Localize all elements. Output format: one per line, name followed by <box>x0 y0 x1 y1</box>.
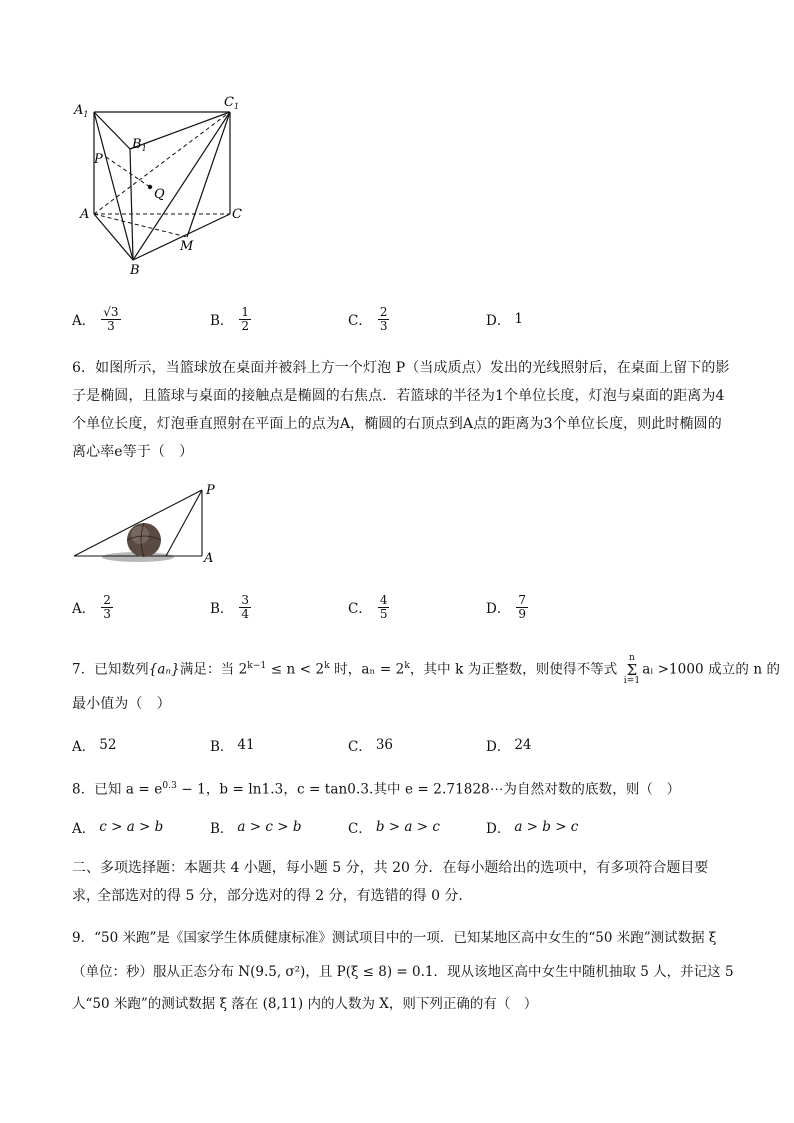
prism-figure <box>70 92 250 282</box>
q8-option-c[interactable]: C． b > a > c <box>348 819 440 837</box>
label-Q: Q <box>154 187 165 202</box>
label-B: B <box>130 263 140 278</box>
q6-option-d[interactable]: D． $\frac{7}{9}$ <box>486 592 526 621</box>
q8-option-a[interactable]: A． c > a > b <box>72 819 164 837</box>
q7-option-a[interactable]: A． 52 <box>72 737 117 755</box>
q6-option-a[interactable]: A． $\frac{2}{3}$ <box>72 592 111 621</box>
label-P-fig2: P <box>206 483 215 498</box>
q8-option-d[interactable]: D． a > b > c <box>486 819 579 837</box>
q9-text-line3: 人“50 米跑”的测试数据 ξ 落在 (8,11) 内的人数为 X，则下列正确的有（ ） <box>72 996 538 1012</box>
label-A1: $A_1$ <box>74 103 89 119</box>
q5-option-d[interactable]: D． 1 <box>486 311 523 329</box>
q6-text: 6．如图所示，当篮球放在桌面并被斜上方一个灯泡 P（当成质点）发出的光线照射后，在桌面上留下的影子是椭圆，且篮球与桌面的接触点是椭圆的右焦点．若篮球的半径为1个单位长度，灯泡与桌面的距离为4个单位长度，灯泡垂直照射在平面上的点为A，椭圆的右顶点到A点的距离为3个单位长度，则此时椭圆的离心率e等于（ ） <box>72 360 730 460</box>
section-heading: 二、多项选择题：本题共 4 小题，每小题 5 分，共 20 分．在每小题给出的选项中，有多项符合题目要求， <box>72 860 709 904</box>
label-A: A <box>80 207 90 222</box>
label-B1: $B_1$ <box>132 137 147 153</box>
q7-option-b[interactable]: B． 41 <box>210 737 255 755</box>
q5-option-b[interactable]: B． $\frac{1}{2}$ <box>210 304 250 333</box>
q7-text: 7．已知数列{aₙ}满足：当 $2^{k-1} \le n < 2^k$ 时，$a_n = 2^k$，其中 k 为正整数，则使得不等式 n Σ i=1 aᵢ >1000 成立的 n 的 <box>72 653 781 686</box>
label-C1: $C_1$ <box>224 95 240 111</box>
q9-text-line1: 9．“50 米跑”是《国家学生体质健康标准》测试项目中的一项．已知某地区高中女生的“50 米跑”测试数据 ξ <box>72 930 717 946</box>
q6-option-c[interactable]: C． $\frac{4}{5}$ <box>348 592 388 621</box>
q8-text: 8．已知 $a = e^{0.3} - 1$，b = ln1.3，c = tan0.3.其中 e = 2.71828⋯为自然对数的底数，则（ ） <box>72 781 681 798</box>
q5-option-c[interactable]: C． $\frac{2}{3}$ <box>348 304 388 333</box>
label-A-fig2: A <box>204 551 214 566</box>
q6-option-b[interactable]: B． $\frac{3}{4}$ <box>210 592 250 621</box>
q7-option-d[interactable]: D． 24 <box>486 737 532 755</box>
q7-option-c[interactable]: C． 36 <box>348 737 394 755</box>
label-M: M <box>180 239 194 254</box>
q9-text-line2: （单位：秒）服从正态分布 N(9.5, σ²)，且 P(ξ ≤ 8) = 0.1．现从该地区高中女生中随机抽取 5 人，并记这 5 <box>72 964 734 980</box>
label-C: C <box>232 207 242 222</box>
q8-option-b[interactable]: B． a > c > b <box>210 819 302 837</box>
q5-option-a[interactable]: A． $\frac{√3}{3}$ <box>72 304 119 333</box>
basketball-figure <box>70 480 230 570</box>
section-heading-line2: 全部选对的得 5 分，部分选对的得 2 分，有选错的得 0 分． <box>97 888 473 904</box>
q7-text-line2: 最小值为（ ） <box>72 696 171 712</box>
label-P: P <box>94 152 103 167</box>
